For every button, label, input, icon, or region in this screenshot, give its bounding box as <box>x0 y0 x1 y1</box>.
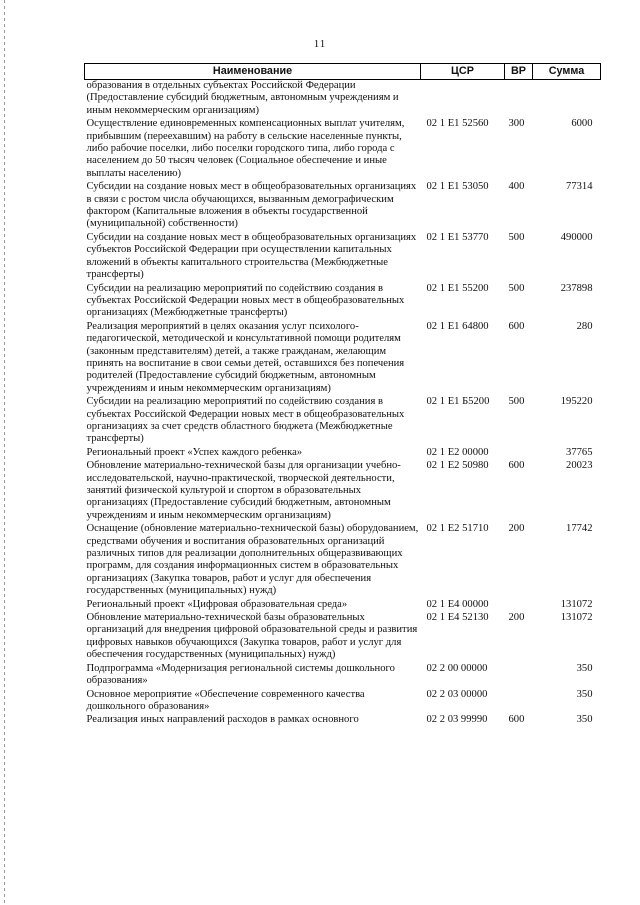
row-csr: 02 1 E2 50980 <box>426 460 489 472</box>
row-name: Обновление материально-технической базы для организации учебно-исследовательской, научно-практической, творческой деятельности, занятий физической культурой и спортом в образовательных организациях (Предоставление субсидий бюджетным, автономным учреждениям и иным некоммерческим организациям) <box>86 460 401 521</box>
row-vr: 600 <box>508 460 525 472</box>
row-sum: 6000 <box>571 118 593 130</box>
row-sum: 77314 <box>566 181 593 193</box>
row-csr: 02 1 E2 00000 <box>426 446 489 458</box>
row-sum: 131072 <box>560 598 593 610</box>
table-row <box>85 599 601 612</box>
row-csr: 02 1 E4 00000 <box>426 598 489 610</box>
row-csr: 02 2 03 99990 <box>426 714 488 726</box>
row-vr <box>505 80 533 119</box>
row-csr: 02 1 E1 53770 <box>426 231 489 243</box>
row-csr: 02 1 E1 Б5200 <box>426 396 490 408</box>
row-csr: 02 1 E1 53050 <box>426 181 489 193</box>
row-sum: 17742 <box>566 523 593 535</box>
row-sum: 237898 <box>560 282 593 294</box>
table-row <box>85 663 601 689</box>
row-vr: 500 <box>508 282 525 294</box>
row-vr <box>505 689 533 715</box>
row-vr: 600 <box>508 714 525 726</box>
table-row <box>85 283 601 321</box>
row-sum: 20023 <box>566 460 593 472</box>
row-vr: 300 <box>508 118 525 130</box>
row-name: Субсидии на создание новых мест в общеобразовательных организациях в связи с ростом числа обучающихся, вызванным демографическим фактором (Капитальные вложения в объекты государственной (муниципальной) собственности) <box>86 181 417 230</box>
table-row <box>85 689 601 715</box>
budget-table <box>84 63 601 728</box>
row-sum: 350 <box>576 688 593 700</box>
row-csr: 02 1 E4 52130 <box>426 612 489 624</box>
row-name: Подпрограмма «Модернизация региональной системы дошкольного образования» <box>86 662 395 687</box>
table-row <box>85 714 601 727</box>
row-sum: 490000 <box>560 231 593 243</box>
row-name: Основное мероприятие «Обеспечение современного качества дошкольного образования» <box>86 688 365 712</box>
table-row <box>85 321 601 396</box>
table-row <box>85 460 601 523</box>
row-csr: 02 1 E1 52560 <box>426 118 489 130</box>
table-row <box>85 523 601 598</box>
row-name: образования в отдельных субъектах Российской Федерации (Предоставление субсидий бюджетным, автономным учреждениям и иным некоммерческим организациям) <box>86 80 399 116</box>
row-vr: 600 <box>508 320 525 332</box>
row-name: Субсидии на реализацию мероприятий по содействию создания в субъектах Российской Федерации новых мест в общеобразовательных организациях за счет средств областного бюджета (Межбюджетные трансферты) <box>86 396 405 445</box>
table-row <box>85 612 601 663</box>
row-name: Региональный проект «Успех каждого ребенка» <box>86 446 303 458</box>
row-sum: 195220 <box>560 396 593 408</box>
row-vr: 200 <box>508 612 525 624</box>
row-name: Обновление материально-технической базы образовательных организаций для внедрения цифровой образовательной среды и развития цифровых навыков обучающихся (Закупка товаров, работ и услуг для обеспечения государственных (муниципальных) нужд) <box>86 612 418 661</box>
table-row <box>85 447 601 460</box>
row-sum: 37765 <box>566 446 593 458</box>
row-name: Реализация мероприятий в целях оказания услуг психолого-педагогической, методической и консультативной помощи родителям (законным представителям) детей, а также гражданам, желающим принять на воспитание в свои семьи детей, оставшихся без попечения родителей (Предоставление субсидий бюджетным, автономным учреждениям и иным некоммерческим организациям) <box>86 320 405 394</box>
row-sum: 350 <box>576 662 593 674</box>
table-row <box>85 118 601 181</box>
row-csr: 02 1 E1 64800 <box>426 320 489 332</box>
scan-edge-rule <box>4 0 5 905</box>
row-name: Реализация иных направлений расходов в рамках основного <box>86 714 359 726</box>
table-row <box>85 396 601 447</box>
table-row <box>85 181 601 232</box>
row-csr: 02 1 E2 51710 <box>426 523 489 535</box>
table-row <box>85 232 601 283</box>
row-vr: 500 <box>508 396 525 408</box>
row-csr: 02 2 00 00000 <box>426 662 488 674</box>
table-row <box>85 80 601 119</box>
header-vr: ВР <box>505 64 533 80</box>
table-header-row <box>85 64 601 80</box>
row-sum: 280 <box>576 320 593 332</box>
row-csr: 02 2 03 00000 <box>426 688 488 700</box>
row-vr <box>505 663 533 689</box>
row-name: Осуществление единовременных компенсационных выплат учителям, прибывшим (переехавшим) на работу в сельские населенные пункты, либо рабочие поселки, либо поселки городского типа, либо города с населением до 50 тысяч человек (Социальное обеспечение и иные выплаты населению) <box>86 118 405 179</box>
page-number: 11 <box>313 38 327 50</box>
row-vr: 200 <box>508 523 525 535</box>
header-sum: Сумма <box>533 64 601 80</box>
row-sum <box>533 80 601 119</box>
row-csr <box>421 80 505 119</box>
row-name: Региональный проект «Цифровая образовательная среда» <box>86 598 348 610</box>
row-vr <box>505 447 533 460</box>
row-sum: 350 <box>576 714 593 726</box>
row-vr: 500 <box>508 231 525 243</box>
header-csr: ЦСР <box>421 64 505 80</box>
row-vr: 400 <box>508 181 525 193</box>
row-csr: 02 1 E1 55200 <box>426 282 489 294</box>
row-name: Субсидии на реализацию мероприятий по содействию создания в субъектах Российской Федерации новых мест в общеобразовательных организациях (Межбюджетные трансферты) <box>86 282 405 319</box>
row-sum: 131072 <box>560 612 593 624</box>
header-name: Наименование <box>85 64 421 80</box>
row-name: Оснащение (обновление материально-технической базы) оборудованием, средствами обучения и воспитания образовательных организаций различных типов для реализации дополнительных общеразвивающих программ, для создания информационных систем в образовательных организациях (Закупка товаров, работ и услуг для обеспечения государственных (муниципальных) нужд) <box>86 523 419 597</box>
row-name: Субсидии на создание новых мест в общеобразовательных организациях субъектов Российской Федерации при осуществлении капитальных вложений в объекты капитального строительства (Межбюджетные трансферты) <box>86 231 417 281</box>
row-vr <box>505 599 533 612</box>
